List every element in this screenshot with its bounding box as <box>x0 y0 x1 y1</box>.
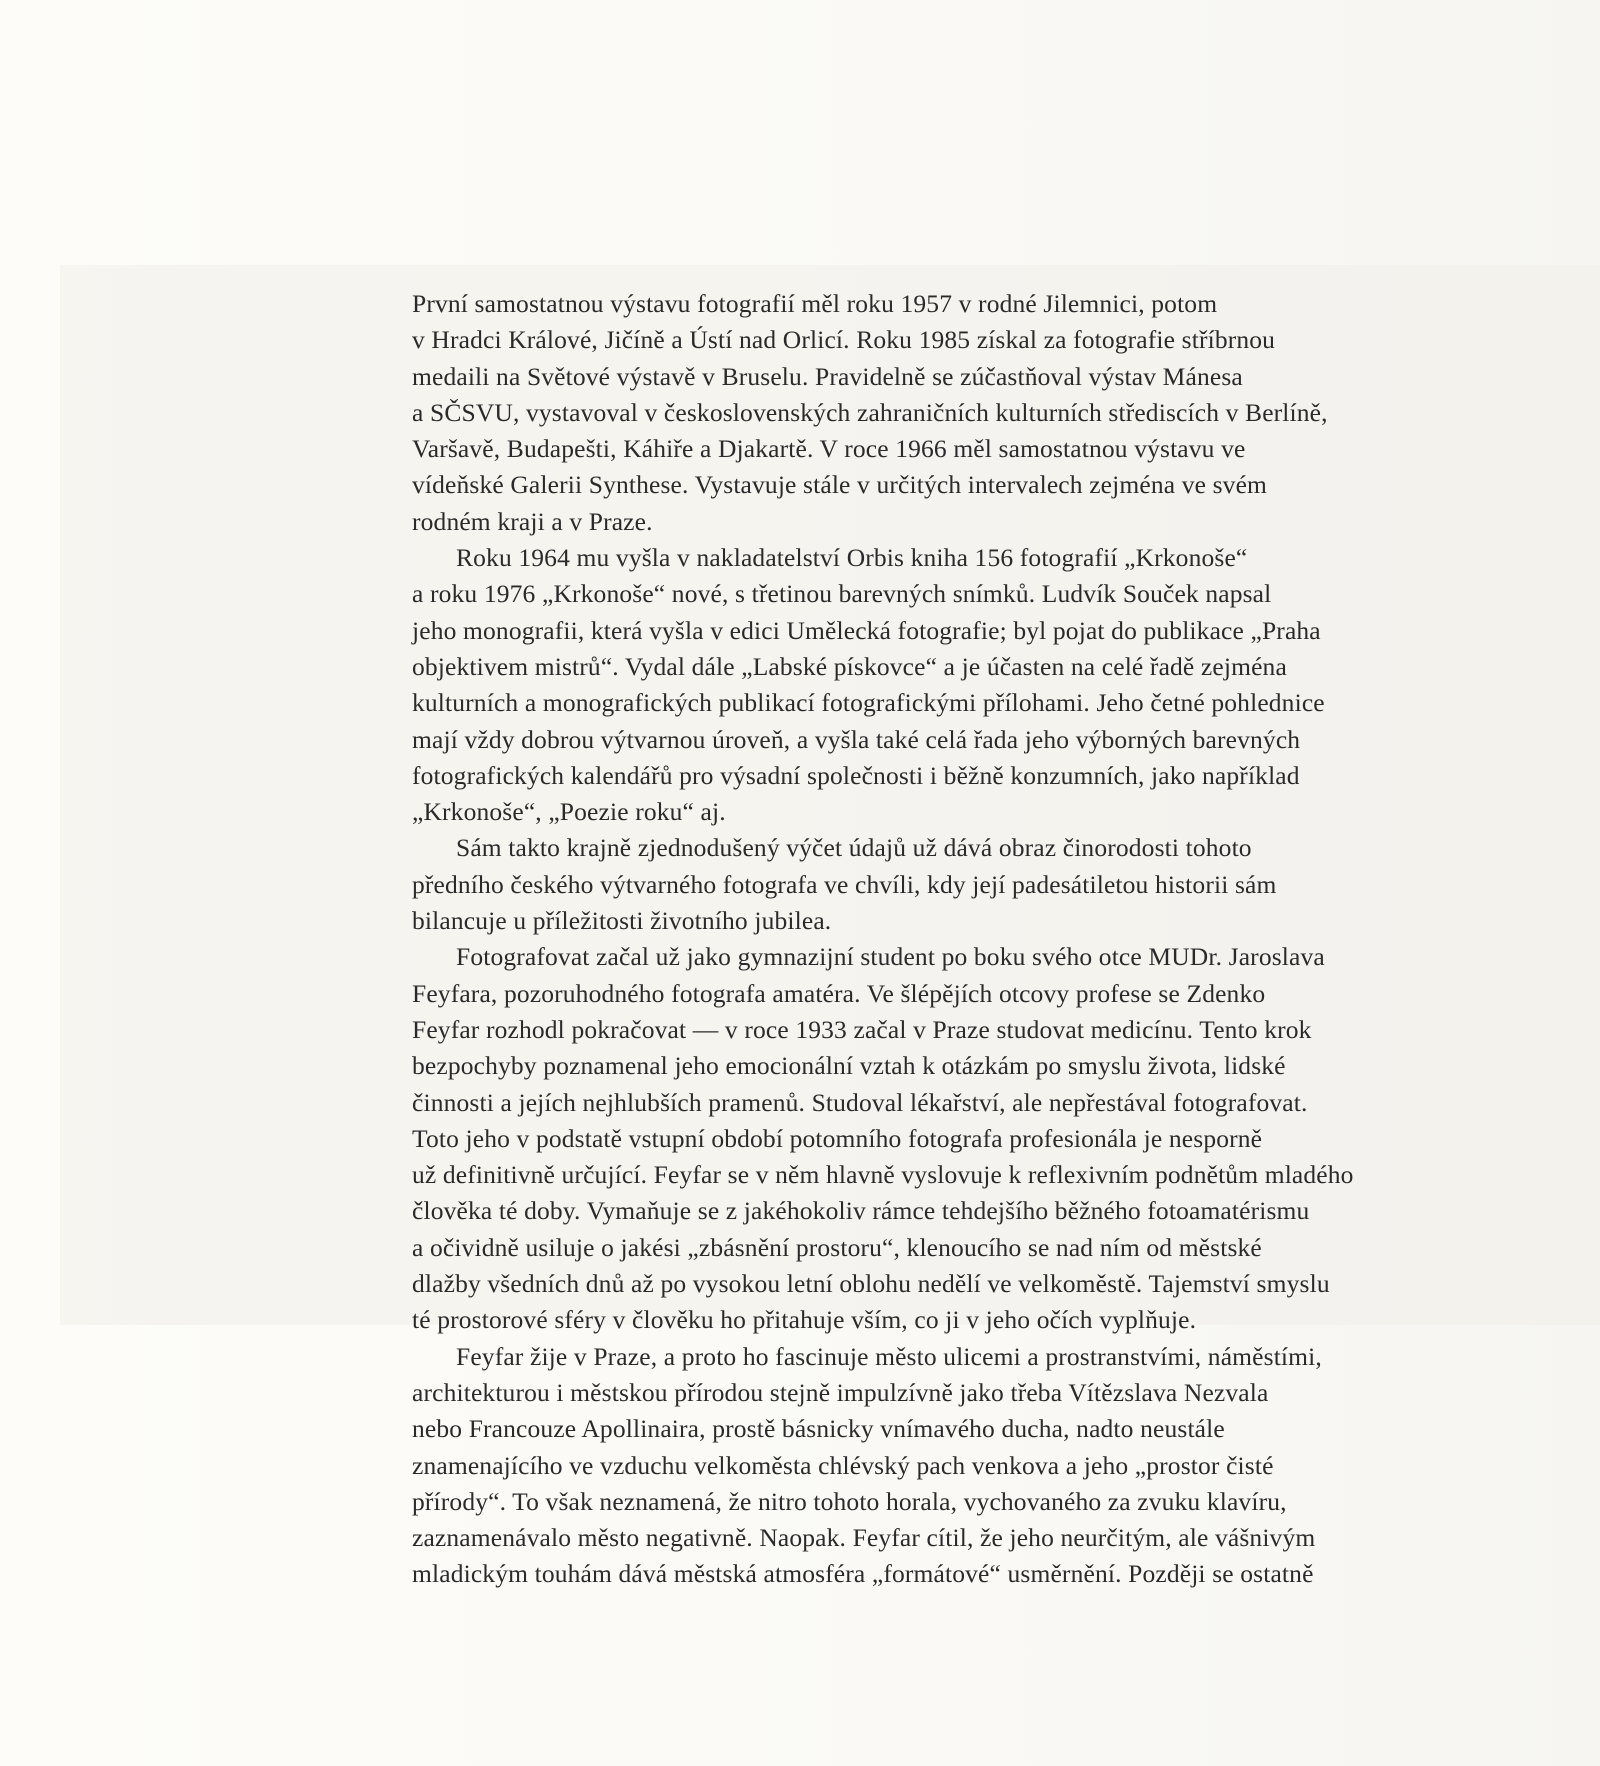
text-line: a očividně usiluje o jakési „zbásnění prostoru“, klenoucího se nad ním od městské <box>412 1232 1262 1262</box>
text-line: nebo Francouze Apollinaira, prostě básnicky vnímavého ducha, nadto neustále <box>412 1414 1225 1444</box>
text-line: zaznamenávalo město negativně. Naopak. Feyfar cítil, že jeho neurčitým, ale vášnivým <box>412 1523 1316 1553</box>
text-line: a SČSVU, vystavoval v československých zahraničních kulturních střediscích v Berlíně, <box>412 397 1328 427</box>
text-line: medaili na Světové výstavě v Bruselu. Pravidelně se zúčastňoval výstav Mánesa <box>412 361 1243 391</box>
text-line: jeho monografii, která vyšla v edici Umělecká fotografie; byl pojat do publikace „Praha <box>412 615 1321 645</box>
text-line: bezpochyby poznamenal jeho emocionální vztah k otázkám po smyslu života, lidské <box>412 1051 1286 1081</box>
text-line: Toto jeho v podstatě vstupní období potomního fotografa profesionála je nesporně <box>412 1123 1263 1153</box>
text-line: dlažby všedních dnů až po vysokou letní oblohu nedělí ve velkoměstě. Tajemství smyslu <box>412 1269 1330 1299</box>
text-line: Sám takto krajně zjednodušený výčet údajů už dává obraz činorodosti tohoto <box>456 833 1252 863</box>
text-line: První samostatnou výstavu fotografií měl roku 1957 v rodné Jilemnici, potom <box>412 289 1218 318</box>
paragraph-3 <box>412 830 1497 939</box>
text-line: znamenajícího ve vzduchu velkoměsta chlévský pach venkova a jeho „prostor čisté <box>412 1450 1274 1480</box>
text-line: mladickým touhám dává městská atmosféra „formátové“ usměrnění. Později se ostatně <box>412 1559 1314 1589</box>
text-line: Roku 1964 mu vyšla v nakladatelství Orbis kniha 156 fotografií „Krkonoše“ <box>456 543 1248 573</box>
text-line: činnosti a jejích nejhlubších pramenů. Studoval lékařství, ale nepřestával fotografovat. <box>412 1087 1308 1117</box>
text-line: Varšavě, Budapešti, Káhiře a Djakartě. V roce 1966 měl samostatnou výstavu ve <box>412 434 1246 464</box>
text-line: „Krkonoše“, „Poezie roku“ aj. <box>412 797 726 827</box>
paragraph-5 <box>412 1339 1497 1593</box>
paragraph-4 <box>412 939 1497 1338</box>
text-line: bilancuje u příležitosti životního jubilea. <box>412 906 832 936</box>
paragraph-1 <box>412 286 1497 540</box>
text-line: v Hradci Králové, Jičíně a Ústí nad Orlicí. Roku 1985 získal za fotografie stříbrnou <box>412 325 1276 355</box>
text-line: už definitivně určující. Feyfar se v něm hlavně vyslovuje k reflexivním podnětům mladého <box>412 1160 1354 1190</box>
paragraph-2 <box>412 540 1497 830</box>
text-line: fotografických kalendářů pro výsadní společnosti i běžně konzumních, jako například <box>412 760 1300 790</box>
text-line: Fotografovat začal už jako gymnazijní student po boku svého otce MUDr. Jaroslava <box>456 942 1325 972</box>
text-line: té prostorové sféry v člověku ho přitahuje vším, co ji v jeho očích vyplňuje. <box>412 1305 1197 1335</box>
text-line: Feyfar žije v Praze, a proto ho fascinuje město ulicemi a prostranstvími, náměstími, <box>456 1341 1322 1371</box>
text-line: kulturních a monografických publikací fotografickými přílohami. Jeho četné pohlednice <box>412 688 1325 718</box>
text-line: a roku 1976 „Krkonoše“ nové, s třetinou barevných snímků. Ludvík Souček napsal <box>412 579 1272 609</box>
text-line: vídeňské Galerii Synthese. Vystavuje stále v určitých intervalech zejména ve svém <box>412 470 1268 500</box>
body-text <box>412 286 1497 1593</box>
text-line: Feyfar rozhodl pokračovat — v roce 1933 začal v Praze studovat medicínu. Tento krok <box>412 1014 1312 1044</box>
text-line: mají vždy dobrou výtvarnou úroveň, a vyšla také celá řada jeho výborných barevných <box>412 724 1301 754</box>
text-line: rodném kraji a v Praze. <box>412 506 653 536</box>
text-line: architekturou i městskou přírodou stejně impulzívně jako třeba Vítězslava Nezvala <box>412 1377 1269 1407</box>
text-line: předního českého výtvarného fotografa ve chvíli, kdy její padesátiletou historii sám <box>412 869 1277 899</box>
text-line: Feyfara, pozoruhodného fotografa amatéra. Ve šlépějích otcovy profese se Zdenko <box>412 978 1266 1008</box>
text-line: přírody“. To však neznamená, že nitro tohoto horala, vychovaného za zvuku klavíru, <box>412 1486 1287 1516</box>
text-line: člověka té doby. Vymaňuje se z jakéhokoliv rámce tehdejšího běžného fotoamatérismu <box>412 1196 1310 1226</box>
text-line: objektivem mistrů“. Vydal dále „Labské pískovce“ a je účasten na celé řadě zejména <box>412 651 1287 681</box>
